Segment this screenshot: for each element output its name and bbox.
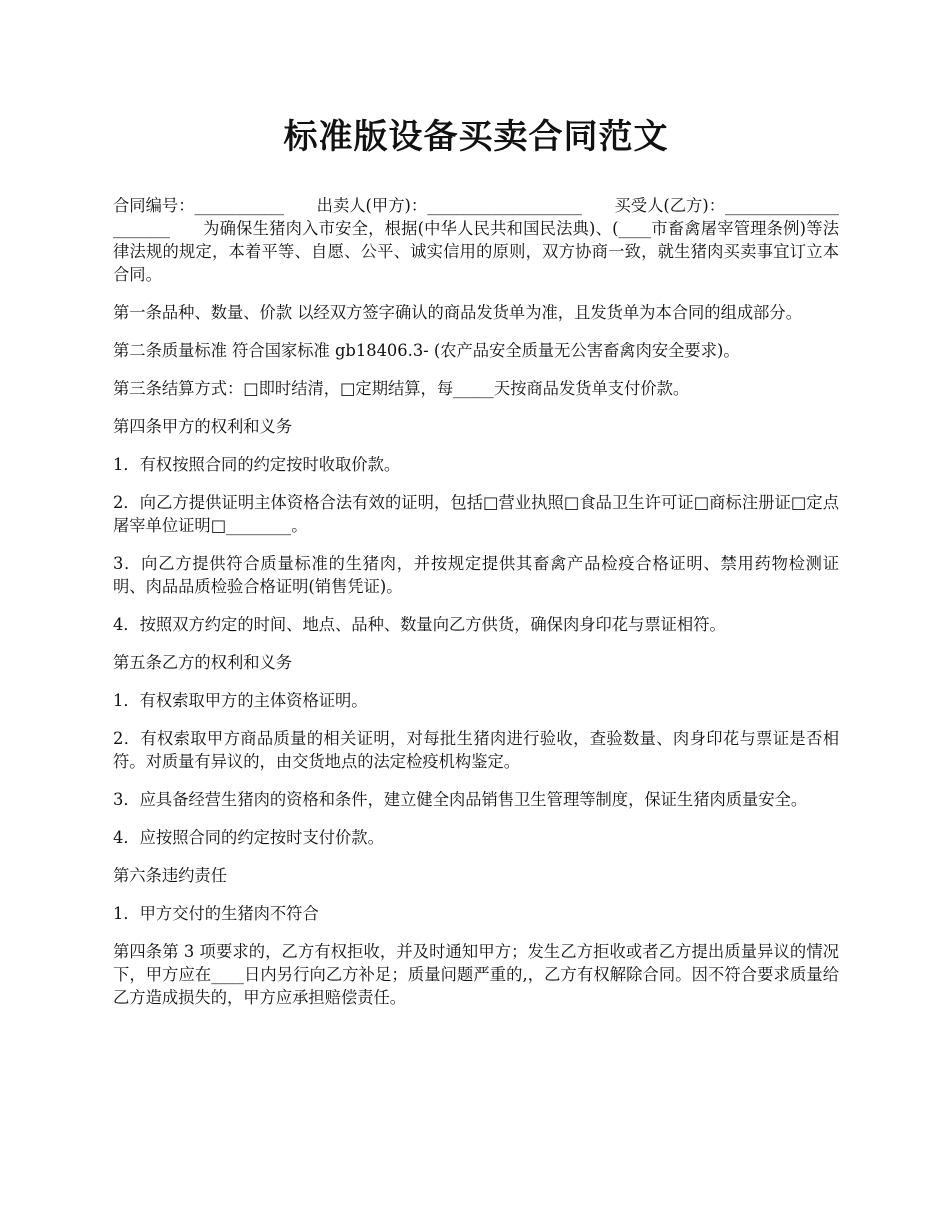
article-4-item-1: 1．有权按照合同的约定按时收取价款。 <box>113 455 401 474</box>
article-2-paragraph: 第二条质量标准 符合国家标准 gb18406.3- (农产品安全质量无公害畜禽肉安全要求)。 <box>113 341 740 360</box>
article-1-paragraph: 第一条品种、数量、价款 以经双方签字确认的商品发货单为准，且发货单为本合同的组成部分。 <box>113 303 802 322</box>
article-6-continuation: 第四条第 3 项要求的，乙方有权拒收，并及时通知甲方；发生乙方拒收或者乙方提出质量异议的情况下，甲方应在____日内另行向乙方补足；质量问题严重的,，乙方有权解除合同。因不符合要求质量给乙方造成损失的，甲方应承担赔偿责任。 <box>113 942 839 1007</box>
article-5-item-2: 2．有权索取甲方商品质量的相关证明，对每批生猪肉进行验收，查验数量、肉身印花与票证是否相符。对质量有异议的，由交货地点的法定检疫机构鉴定。 <box>113 729 839 771</box>
article-4-heading: 第四条甲方的权利和义务 <box>113 417 293 436</box>
article-5-item-4: 4．应按照合同的约定按时支付价款。 <box>113 828 384 847</box>
article-3-paragraph: 第三条结算方式：□即时结清，□定期结算，每_____天按商品发货单支付价款。 <box>113 379 690 398</box>
article-5-item-3: 3．应具备经营生猪肉的资格和条件，建立健全肉品销售卫生管理等制度，保证生猪肉质量安全。 <box>113 790 808 809</box>
article-4-item-4: 4．按照双方约定的时间、地点、品种、数量向乙方供货，确保肉身印花与票证相符。 <box>113 615 726 634</box>
article-6-heading: 第六条违约责任 <box>113 866 227 885</box>
contract-intro-paragraph: 合同编号：___________ 出卖人(甲方)：___________________ 买受人(乙方)：_____________________ 为确保生猪肉入市安全，根据(中华人民共和国民法典)、(____市畜禽屠宰管理条例)等法律法规的规定，本着平等、自愿、公平、诚实信用的原则，双方协商一致，就生猪肉买卖事宜订立本合同。 <box>113 196 839 284</box>
article-6-item-1: 1．甲方交付的生猪肉不符合 <box>113 904 319 923</box>
document-title: 标准版设备买卖合同范文 <box>283 117 669 157</box>
article-5-item-1: 1．有权索取甲方的主体资格证明。 <box>113 691 368 710</box>
article-5-heading: 第五条乙方的权利和义务 <box>113 653 293 672</box>
document-page <box>113 110 839 1024</box>
article-4-item-2: 2．向乙方提供证明主体资格合法有效的证明，包括□营业执照□食品卫生许可证□商标注册证□定点屠宰单位证明□________。 <box>113 493 839 535</box>
article-4-item-3: 3．向乙方提供符合质量标准的生猪肉，并按规定提供其畜禽产品检疫合格证明、禁用药物检测证明、肉品品质检验合格证明(销售凭证)。 <box>113 554 839 596</box>
